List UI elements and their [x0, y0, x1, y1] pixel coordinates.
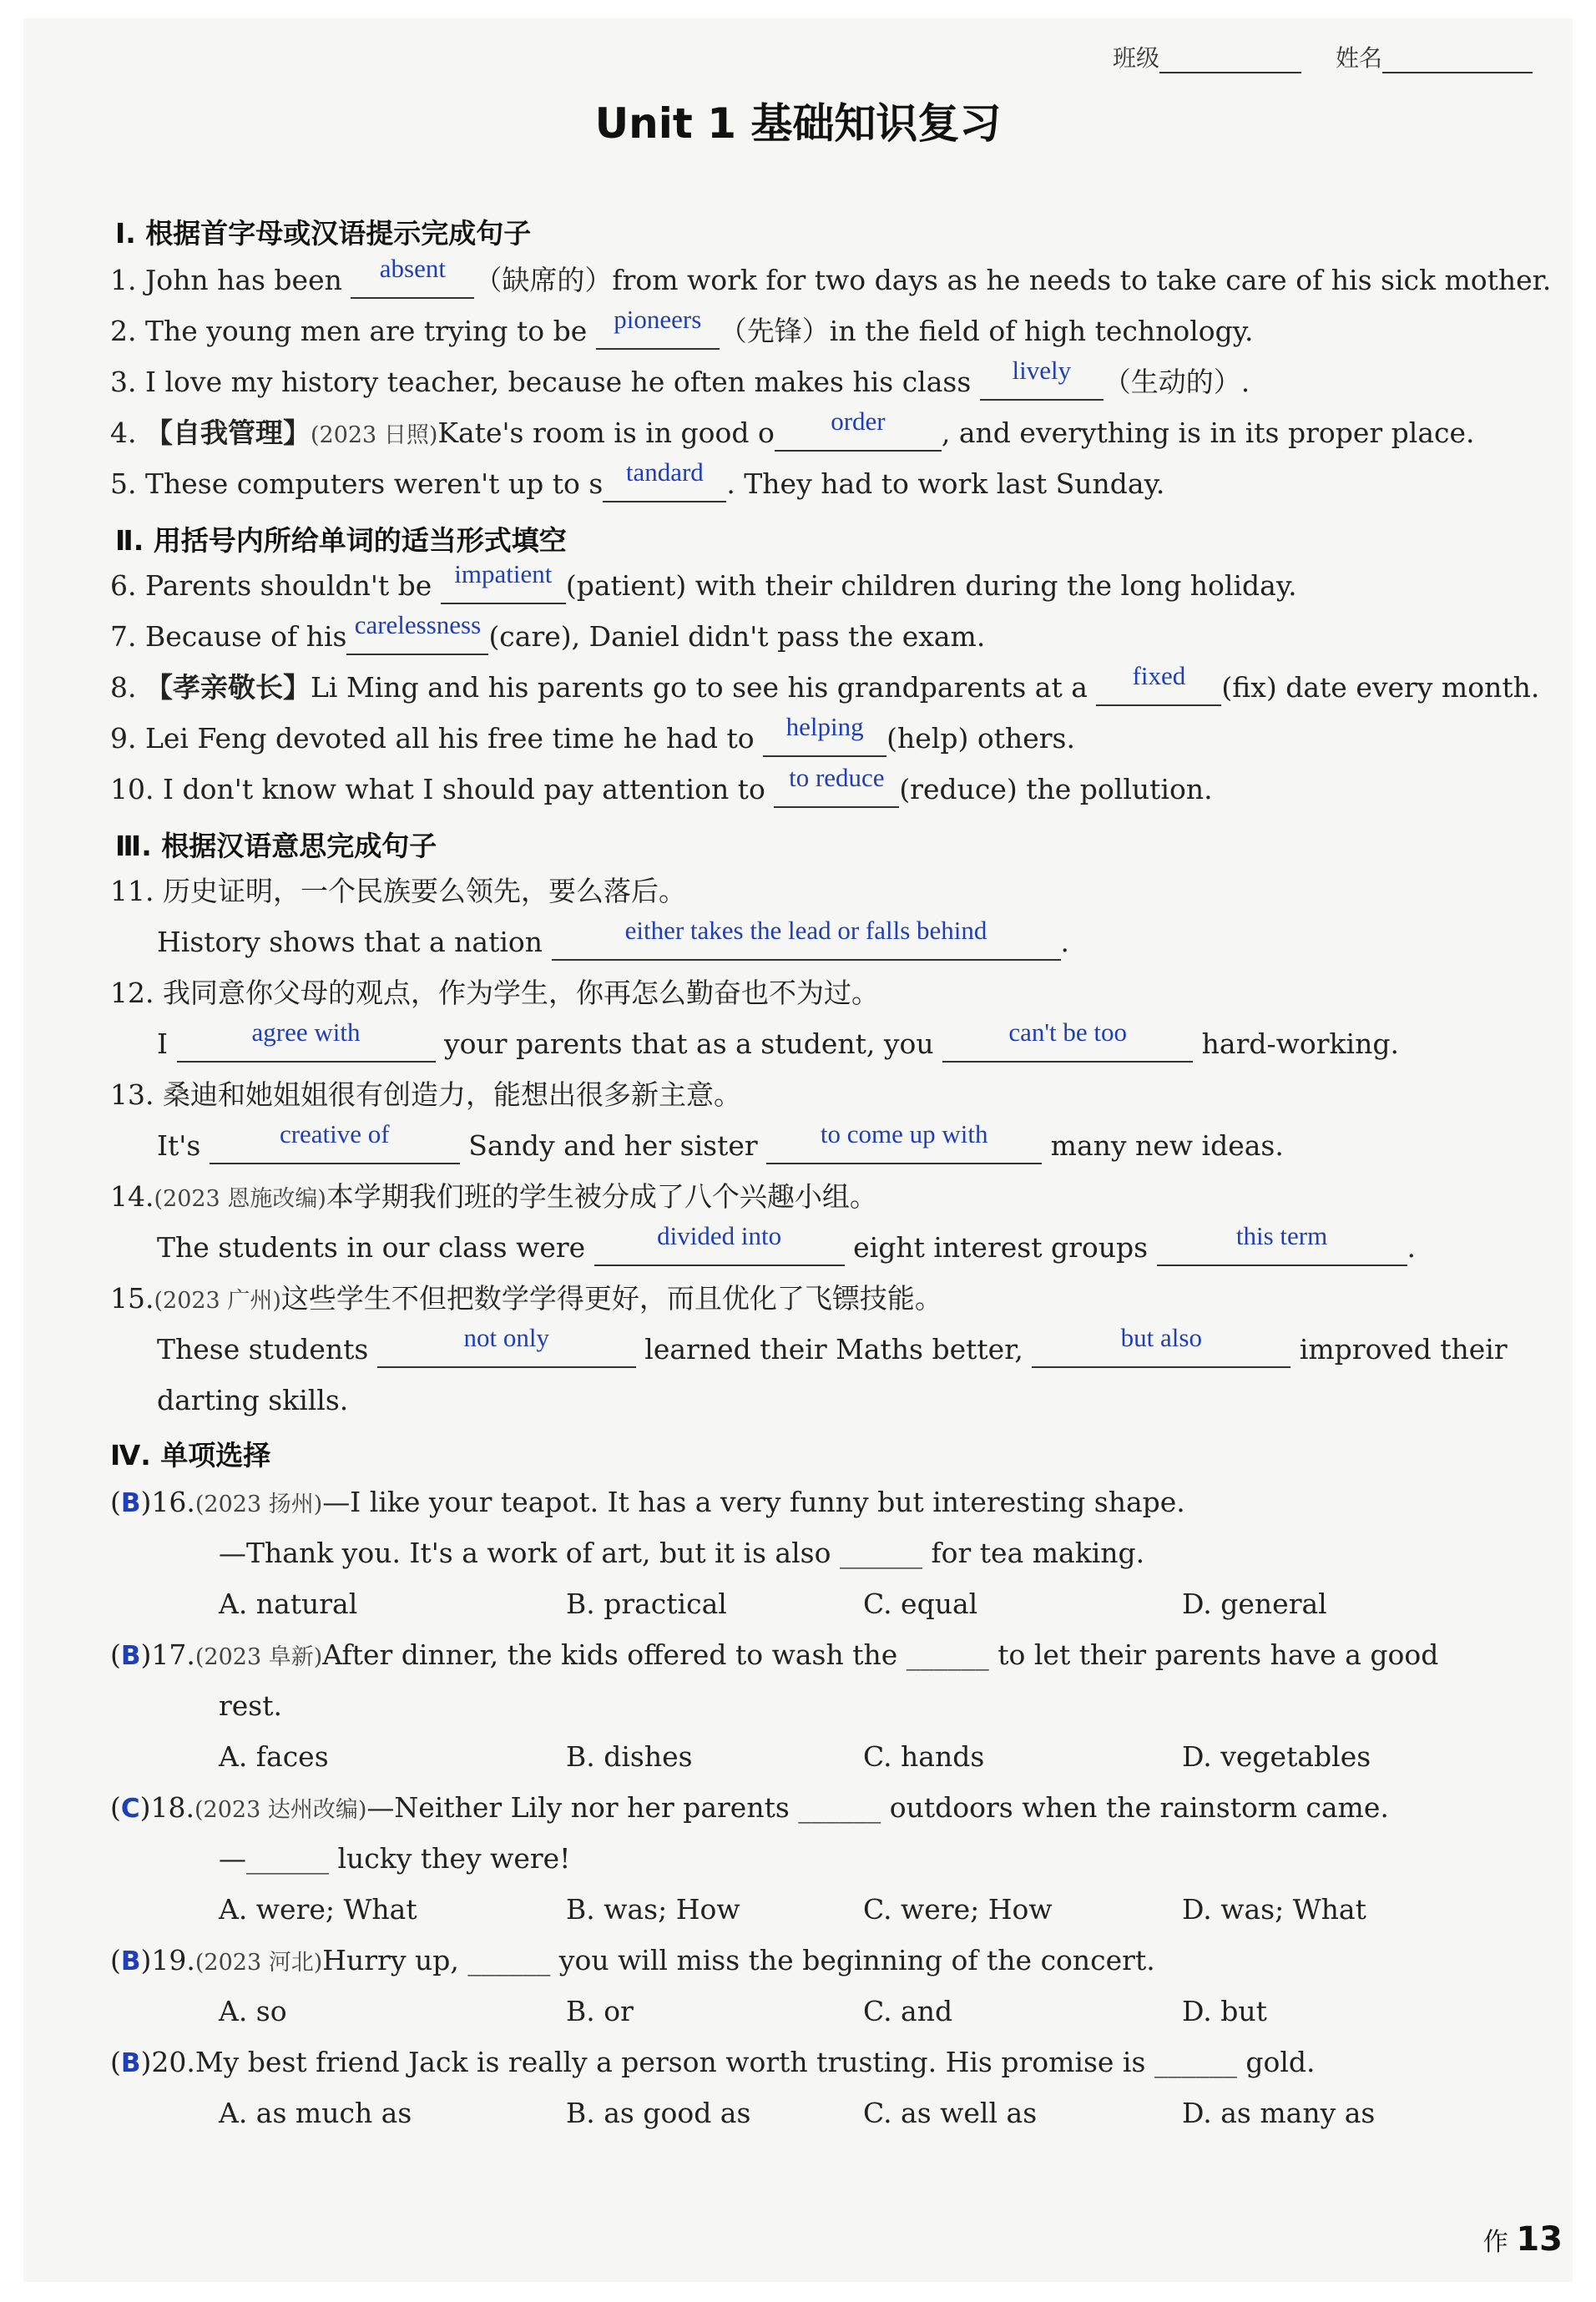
q14-text-c: .: [1407, 1231, 1417, 1264]
section-2-heading: Ⅱ. 用括号内所给单词的适当形式填空: [115, 524, 567, 557]
q3-blank[interactable]: [980, 356, 1104, 401]
q8-answer: fixed: [1132, 661, 1186, 690]
question-9: [110, 712, 1075, 757]
question-11-chinese: 11. 历史证明，一个民族要么领先，要么落后。: [110, 875, 686, 907]
mc18-option-a[interactable]: A. were; What: [219, 1893, 417, 1926]
q15-chinese-text: 这些学生不但把数学学得更好，而且优化了飞镖技能。: [280, 1282, 942, 1315]
q13-answer-1: creative of: [279, 1119, 390, 1148]
q15-text-b: learned their Maths better,: [635, 1333, 1033, 1366]
mc16-number: 16.: [151, 1486, 195, 1518]
mc17-option-d[interactable]: D. vegetables: [1182, 1740, 1371, 1773]
q1-text-b: （缺席的）from work for two days as he needs to take care of his sick mother.: [474, 264, 1552, 296]
q10-answer: to reduce: [789, 763, 885, 792]
q5-answer: tandard: [625, 457, 704, 487]
mc-question-19: (B)19.(2023 河北)Hurry up, ______ you will miss the beginning of the concert.: [110, 1944, 1155, 1976]
mc20-option-b[interactable]: B. as good as: [566, 2097, 751, 2129]
q14-answer-1: divided into: [657, 1221, 782, 1250]
q14-answer-2: this term: [1235, 1221, 1328, 1250]
page-prefix: 作: [1482, 2228, 1508, 2257]
q11-text-a: History shows that a nation: [157, 926, 552, 958]
q14-blank-1[interactable]: [594, 1221, 845, 1266]
class-blank[interactable]: [1159, 50, 1301, 73]
question-12-chinese: 12. 我同意你父母的观点，作为学生，你再怎么勤奋也不为过。: [110, 977, 879, 1009]
question-2: [110, 305, 1254, 350]
mc-question-16: (B)16.(2023 扬州)—I like your teapot. It has a very funny but interesting shape.: [110, 1486, 1185, 1518]
q4-number: 4.: [110, 416, 145, 449]
q11-blank[interactable]: [552, 916, 1061, 961]
q9-text-a: 9. Lei Feng devoted all his free time he had to: [110, 722, 764, 755]
mc16-option-d[interactable]: D. general: [1182, 1588, 1327, 1620]
mc20-option-c[interactable]: C. as well as: [863, 2097, 1038, 2129]
q5-text-b: . They had to work last Sunday.: [726, 467, 1165, 500]
mc-question-20: (B)20.My best friend Jack is really a person worth trusting. His promise is ______ gold.: [110, 2046, 1316, 2078]
q2-answer: pioneers: [614, 305, 702, 334]
q12-blank-1[interactable]: [177, 1017, 436, 1063]
q14-chinese-text: 本学期我们班的学生被分成了八个兴趣小组。: [326, 1180, 877, 1213]
mc16-option-b[interactable]: B. practical: [566, 1588, 727, 1620]
class-label: 班级: [1113, 44, 1160, 72]
mc16-line-1: —I like your teapot. It has a very funny but interesting shape.: [322, 1486, 1185, 1518]
mc17-option-c[interactable]: C. hands: [863, 1740, 985, 1773]
q14-text-a: The students in our class were: [157, 1231, 594, 1264]
mc20-number: 20.: [151, 2046, 195, 2078]
q7-blank[interactable]: [346, 610, 488, 655]
mc19-option-d[interactable]: D. but: [1182, 1995, 1267, 2027]
mc-question-18: (C)18.(2023 达州改编)—Neither Lily nor her parents ______ outdoors when the rainstorm came.: [110, 1791, 1389, 1824]
mc18-source: (2023 达州改编): [194, 1797, 367, 1823]
question-13-chinese: 13. 桑迪和她姐姐很有创造力，能想出很多新主意。: [110, 1078, 741, 1111]
question-6: [110, 559, 1297, 604]
q13-text-a: It's: [157, 1129, 210, 1162]
q11-answer: either takes the lead or falls behind: [624, 916, 987, 945]
q4-text-a: Kate's room is in good o: [437, 416, 775, 449]
q14-source: (2023 恩施改编): [154, 1186, 326, 1212]
mc19-answer[interactable]: B: [120, 1946, 141, 1976]
q3-text-a: 3. I love my history teacher, because he often makes his class: [110, 366, 980, 398]
q6-text-a: 6. Parents shouldn't be: [110, 569, 441, 602]
q13-text-c: many new ideas.: [1042, 1129, 1284, 1162]
q4-source: (2023 日照): [310, 422, 438, 448]
q12-text-c: hard-working.: [1193, 1027, 1399, 1060]
name-blank[interactable]: [1382, 50, 1533, 73]
mc17-line-1: After dinner, the kids offered to wash the ______ to let their parents have a good: [322, 1638, 1439, 1671]
question-14: [157, 1221, 1417, 1266]
mc17-option-a[interactable]: A. faces: [219, 1740, 329, 1773]
q3-answer: lively: [1012, 356, 1072, 385]
q6-text-b: (patient) with their children during the long holiday.: [565, 569, 1297, 602]
class-field: [1113, 40, 1301, 73]
q15-blank-2[interactable]: [1032, 1323, 1290, 1368]
q15-number: 15.: [110, 1282, 154, 1315]
q12-answer-2: can't be too: [1008, 1017, 1127, 1047]
question-7: [110, 610, 986, 655]
q12-text-a: I: [157, 1027, 177, 1060]
mc20-line-1: My best friend Jack is really a person worth trusting. His promise is ______ gold.: [194, 2046, 1316, 2078]
question-14-chinese: [110, 1180, 877, 1216]
q14-text-b: eight interest groups: [844, 1231, 1157, 1264]
q3-text-b: （生动的）.: [1103, 366, 1250, 398]
q15-answer-2: but also: [1120, 1323, 1202, 1352]
mc19-source: (2023 河北): [194, 1950, 323, 1976]
mc16-option-c[interactable]: C. equal: [863, 1588, 978, 1620]
mc20-option-d[interactable]: D. as many as: [1182, 2097, 1376, 2129]
q9-answer: helping: [785, 712, 864, 741]
q2-blank[interactable]: [596, 305, 720, 350]
mc18-option-d[interactable]: D. was; What: [1182, 1893, 1366, 1926]
question-10: [110, 763, 1213, 808]
question-8: [110, 661, 1540, 706]
q6-blank[interactable]: [441, 559, 566, 604]
q6-answer: impatient: [454, 559, 553, 588]
q4-blank[interactable]: [775, 406, 942, 452]
mc-question-17: (B)17.(2023 阜新)After dinner, the kids offered to wash the ______ to let their parents have a good: [110, 1638, 1439, 1671]
page-number-value: 13: [1516, 2220, 1563, 2259]
q13-blank-2[interactable]: [766, 1119, 1042, 1164]
q12-blank-2[interactable]: [942, 1017, 1193, 1063]
page-number: [1483, 2220, 1563, 2259]
q7-answer: carelessness: [354, 610, 482, 639]
question-15: [157, 1323, 1508, 1368]
name-field: [1336, 40, 1533, 73]
q10-text-b: (reduce) the pollution.: [899, 773, 1213, 805]
question-13: [157, 1119, 1284, 1164]
q13-text-b: Sandy and her sister: [459, 1129, 767, 1162]
question-15-continued: darting skills.: [157, 1384, 349, 1416]
q1-answer: absent: [379, 254, 446, 283]
q8-tag: 【孝亲敬长】: [144, 671, 311, 704]
q9-blank[interactable]: [763, 712, 886, 757]
mc16-option-a[interactable]: A. natural: [219, 1588, 358, 1620]
q15-answer-1: not only: [463, 1323, 550, 1352]
mc17-option-b[interactable]: B. dishes: [566, 1740, 693, 1773]
q9-text-b: (help) others.: [886, 722, 1075, 755]
question-4: [110, 406, 1475, 452]
mc18-option-c[interactable]: C. were; How: [863, 1893, 1053, 1926]
q2-text-b: （先锋）in the field of high technology.: [719, 315, 1254, 347]
q13-blank-1[interactable]: [210, 1119, 460, 1164]
name-label: 姓名: [1336, 44, 1383, 72]
q8-text-b: (fix) date every month.: [1221, 671, 1540, 704]
question-12: [157, 1017, 1399, 1063]
q7-text-b: (care), Daniel didn't pass the exam.: [488, 620, 986, 653]
mc16-source: (2023 扬州): [194, 1492, 323, 1517]
q5-text-a: 5. These computers weren't up to s: [110, 467, 604, 500]
mc19-option-a[interactable]: A. so: [219, 1995, 287, 2027]
mc17-answer[interactable]: B: [120, 1641, 141, 1671]
mc19-option-c[interactable]: C. and: [863, 1995, 953, 2027]
q12-text-b: your parents that as a student, you: [435, 1027, 943, 1060]
mc16-line-2: —Thank you. It's a work of art, but it is also ______ for tea making.: [219, 1537, 1145, 1569]
q4-text-b: , and everything is in its proper place.: [941, 416, 1475, 449]
q10-text-a: 10. I don't know what I should pay attention to: [110, 773, 775, 805]
q13-answer-2: to come up with: [820, 1119, 988, 1148]
question-5: [110, 457, 1165, 502]
q14-number: 14.: [110, 1180, 154, 1213]
mc19-line-1: Hurry up, ______ you will miss the beginning of the concert.: [322, 1944, 1155, 1976]
page-title: Unit 1 基础知识复习: [594, 99, 1002, 148]
mc18-option-b[interactable]: B. was; How: [566, 1893, 740, 1926]
q15-text-c: improved their: [1290, 1333, 1508, 1366]
q14-blank-2[interactable]: [1157, 1221, 1407, 1266]
mc19-number: 19.: [151, 1944, 195, 1976]
mc16-answer[interactable]: B: [120, 1488, 141, 1518]
q11-text-b: .: [1060, 926, 1069, 958]
q5-blank[interactable]: [603, 457, 726, 502]
section-3-heading: Ⅲ. 根据汉语意思完成句子: [115, 830, 437, 862]
section-4-heading: Ⅳ. 单项选择: [110, 1439, 271, 1472]
q4-answer: order: [831, 406, 886, 436]
q10-blank[interactable]: [774, 763, 899, 808]
q1-blank[interactable]: [351, 254, 474, 299]
q8-number: 8.: [110, 671, 145, 704]
section-1-heading: Ⅰ. 根据首字母或汉语提示完成句子: [115, 217, 532, 250]
q12-answer-1: agree with: [251, 1017, 361, 1047]
mc18-answer[interactable]: C: [120, 1794, 140, 1824]
mc19-option-b[interactable]: B. or: [566, 1995, 634, 2027]
question-1: [110, 254, 1552, 299]
q1-text-a: 1. John has been: [110, 264, 351, 296]
q2-text-a: 2. The young men are trying to be: [110, 315, 596, 347]
question-3: [110, 356, 1250, 401]
mc17-line-2: rest.: [219, 1689, 282, 1722]
q8-text-a: Li Ming and his parents go to see his grandparents at a: [310, 671, 1097, 704]
q8-blank[interactable]: [1096, 661, 1221, 706]
q4-tag: 【自我管理】: [144, 416, 311, 449]
mc18-line-1: —Neither Lily nor her parents ______ outdoors when the rainstorm came.: [366, 1791, 1389, 1824]
mc17-source: (2023 阜新): [194, 1644, 323, 1670]
mc20-option-a[interactable]: A. as much as: [219, 2097, 412, 2129]
q15-text-a: These students: [157, 1333, 377, 1366]
mc18-line-2: —______ lucky they were!: [219, 1842, 571, 1875]
question-11: [157, 916, 1069, 961]
q15-source: (2023 广州): [154, 1288, 281, 1314]
q7-text-a: 7. Because of his: [110, 620, 347, 653]
mc18-number: 18.: [150, 1791, 194, 1824]
mc20-answer[interactable]: B: [120, 2048, 141, 2078]
mc17-number: 17.: [151, 1638, 195, 1671]
q15-blank-1[interactable]: [377, 1323, 636, 1368]
question-15-chinese: [110, 1282, 942, 1318]
